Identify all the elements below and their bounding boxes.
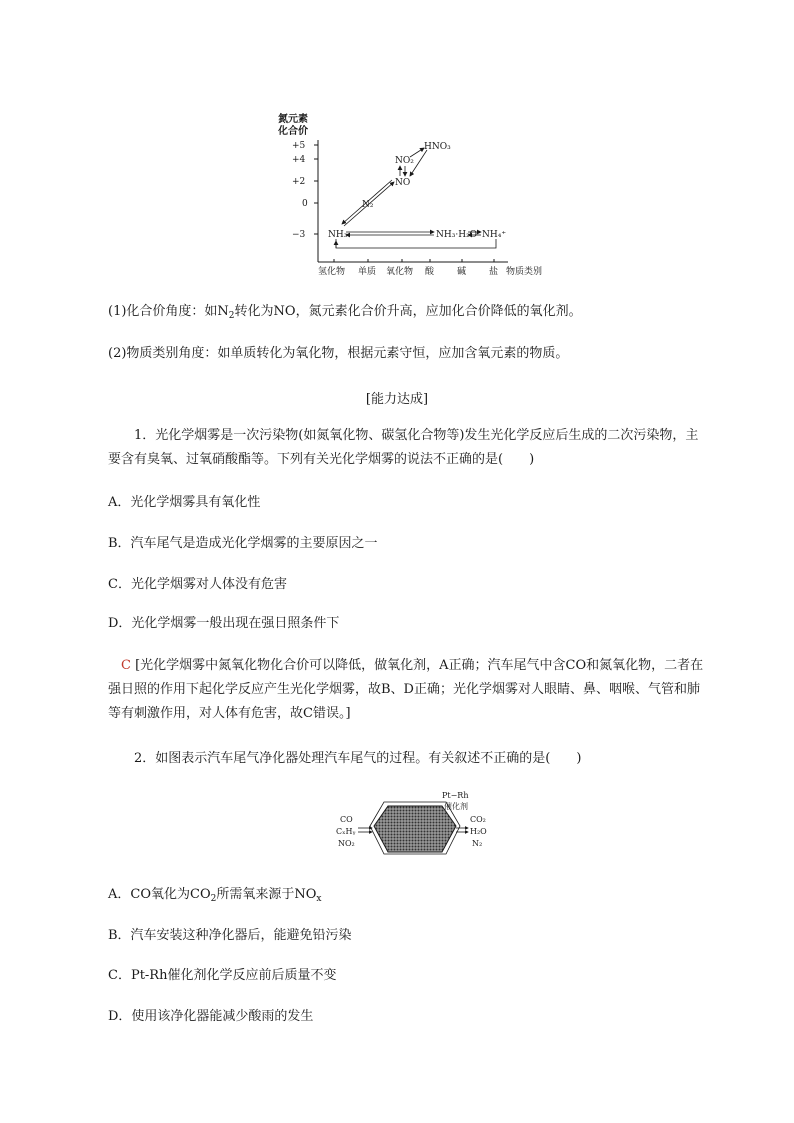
question-1-stem: 1．光化学烟雾是一次污染物(如氮氧化物、碳氢化合物等)发生光化学反应后生成的二次污染物，主要含有臭氧、过氧硝酸酯等。下列有关光化学烟雾的说法不正确的是( ) xyxy=(108,428,699,467)
x-category-label: 单质 xyxy=(358,267,377,277)
note-valence: (1)化合价角度：如$N_2$转化为NO，氮元素化合价升高，应加化合价降低的氧化剂。 xyxy=(108,304,582,321)
note-substance-class: (2)物质类别角度：如单质转化为氧化物，根据元素守恒，应加含氧元素的物质。 xyxy=(108,346,569,361)
x-category-label: 氧化物 xyxy=(386,267,414,277)
catalytic-converter-diagram xyxy=(330,788,500,856)
question-1-option-d: D．光化学烟雾一般出现在强日照条件下 xyxy=(108,616,340,631)
y-ticks xyxy=(292,141,318,240)
x-category-label: 酸 xyxy=(425,267,435,277)
answer-explanation: [光化学烟雾中氮氧化物化合价可以降低，做氧化剂，A正确；汽车尾气中含CO和氮氧化物，二者在强日照的作用下起化学反应产生光化学烟雾，故B、D正确；光化学烟雾对人眼睛、鼻、咽喉、气管和肺等有刺激作用，对人体有危害，故C错误。] xyxy=(108,658,704,721)
y-axis-title-line1: 氮元素 xyxy=(278,114,308,125)
section-title: [能力达成] xyxy=(365,392,429,407)
x-category-label: 盐 xyxy=(489,267,499,277)
question-2-stem: 2．如图表示汽车尾气净化器处理汽车尾气的过程。有关叙述不正确的是( ) xyxy=(134,751,582,766)
species-nh3: NH₃ xyxy=(328,230,348,240)
y-tick-label: 0 xyxy=(302,199,308,209)
converter-body xyxy=(374,806,456,852)
output-gas: N₂ xyxy=(472,839,483,848)
y-axis-title-line2: 化合价 xyxy=(278,126,308,137)
x-axis-title: 物质类别 xyxy=(506,267,543,277)
input-gas: NO₂ xyxy=(338,839,355,848)
species-no2: NO₂ xyxy=(395,156,414,166)
output-gas: H₂O xyxy=(470,827,487,836)
question-1-answer xyxy=(108,654,710,726)
input-gas: CO xyxy=(340,815,353,824)
y-tick-label: −3 xyxy=(292,230,306,240)
input-gas: CₓHᵧ xyxy=(336,827,356,836)
nitrogen-valence-diagram xyxy=(270,110,560,280)
species-no: NO xyxy=(395,178,411,188)
species-nh3h2o: NH₃·H₂O xyxy=(436,230,478,240)
catalyst-label-line2: 催化剂 xyxy=(444,802,468,811)
species-hno3: HNO₃ xyxy=(424,142,451,152)
y-tick-label: +2 xyxy=(292,177,306,187)
species-nh4: NH₄⁺ xyxy=(482,230,507,240)
species-n2: N₂ xyxy=(362,200,374,210)
question-2-option-a: A．CO氧化为$CO_2$所需氧来源于$NO_x$ xyxy=(108,887,322,904)
x-category-label: 氢化物 xyxy=(318,267,346,277)
question-1-option-c: C．光化学烟雾对人体没有危害 xyxy=(108,577,287,592)
output-gas: CO₂ xyxy=(470,815,486,824)
question-2-option-d: D．使用该净化器能减少酸雨的发生 xyxy=(108,1009,314,1024)
catalyst-label-line1: Pt−Rh xyxy=(442,791,469,800)
question-2-option-b: B．汽车安装这种净化器后，能避免铅污染 xyxy=(108,928,352,943)
question-1-option-b: B．汽车尾气是造成光化学烟雾的主要原因之一 xyxy=(108,536,378,551)
question-1-option-a: A．光化学烟雾具有氧化性 xyxy=(108,495,261,510)
question-2-option-c: C．Pt-Rh催化剂化学反应前后质量不变 xyxy=(108,968,337,983)
answer-letter: C xyxy=(121,658,131,673)
y-tick-label: +4 xyxy=(292,155,306,165)
x-category-label: 碱 xyxy=(457,267,467,277)
y-tick-label: +5 xyxy=(292,141,306,151)
